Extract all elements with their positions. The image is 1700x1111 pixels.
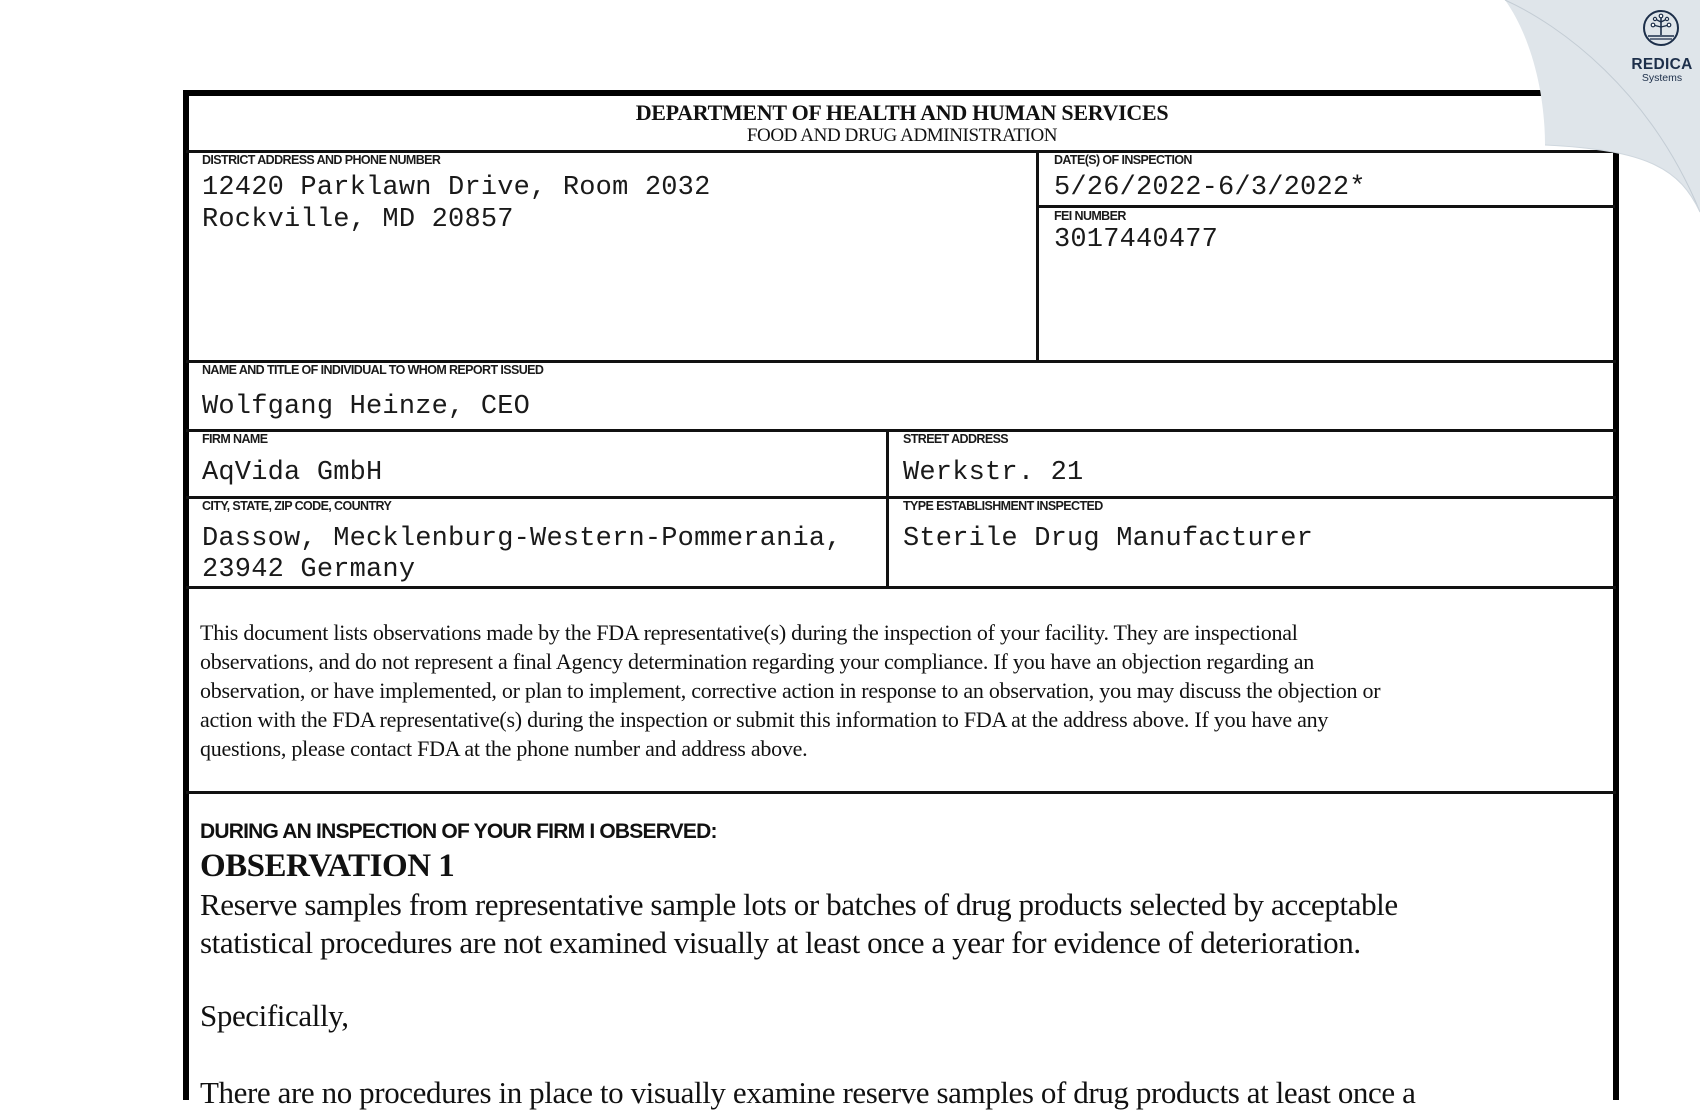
observation-summary-line: statistical procedures are not examined visually at least once a year for evidence of deterioration.: [200, 925, 1361, 960]
observation-title: OBSERVATION 1: [200, 848, 455, 884]
disclaimer-line: action with the FDA representative(s) during the inspection or submit this information to FDA at the address above. If you have any: [200, 707, 1329, 732]
firm-name-label: FIRM NAME: [202, 432, 268, 446]
tree-network-logo-icon: [1642, 9, 1680, 47]
fei-value: 3017440477: [1054, 225, 1219, 255]
establishment-type-label: TYPE ESTABLISHMENT INSPECTED: [903, 499, 1103, 513]
district-address-line1: 12420 Parklawn Drive, Room 2032: [202, 173, 711, 203]
rule-firm-bottom: [186, 496, 1616, 499]
brand-name: REDICA: [1631, 56, 1693, 73]
establishment-type-value: Sterile Drug Manufacturer: [903, 524, 1314, 554]
city-line2: 23942 Germany: [202, 555, 416, 585]
rule-recipient-bottom: [186, 429, 1616, 432]
disclaimer-line: observation, or have implemented, or plan to implement, corrective action in response to an observation, you may discuss the objection or: [200, 678, 1381, 703]
observation-detail: There are no procedures in place to visually examine reserve samples of drug products at least once a: [200, 1075, 1416, 1110]
street-address-label: STREET ADDRESS: [903, 432, 1009, 446]
city-label: CITY, STATE, ZIP CODE, COUNTRY: [202, 499, 392, 513]
observation-summary: [200, 886, 1600, 962]
street-address-value: Werkstr. 21: [903, 458, 1084, 488]
inspection-dates-value: 5/26/2022-6/3/2022*: [1054, 173, 1366, 203]
form-top-border: [183, 90, 1621, 96]
divider-district-dates: [1036, 150, 1039, 361]
district-label: DISTRICT ADDRESS AND PHONE NUMBER: [202, 153, 441, 167]
disclaimer-paragraph: [200, 618, 1600, 763]
disclaimer-line: observations, and do not represent a final Agency determination regarding your compliance. If you have an objection regarding an: [200, 649, 1315, 674]
observation-summary-line: Reserve samples from representative sample lots or batches of drug products selected by acceptable: [200, 887, 1398, 922]
recipient-value: Wolfgang Heinze, CEO: [202, 392, 531, 422]
agency-title: DEPARTMENT OF HEALTH AND HUMAN SERVICES: [635, 100, 1169, 125]
inspection-dates-label: DATE(S) OF INSPECTION: [1054, 153, 1192, 167]
fei-label: FEI NUMBER: [1054, 209, 1126, 223]
form-right-border: [1613, 90, 1619, 1100]
disclaimer-line: questions, please contact FDA at the phone number and address above.: [200, 736, 808, 761]
observations-heading: DURING AN INSPECTION OF YOUR FIRM I OBSERVED:: [200, 820, 717, 843]
disclaimer-line: This document lists observations made by the FDA representative(s) during the inspection of your facility. They are inspectional: [200, 620, 1298, 645]
recipient-label: NAME AND TITLE OF INDIVIDUAL TO WHOM REPORT ISSUED: [202, 363, 544, 377]
agency-subtitle: FOOD AND DRUG ADMINISTRATION: [746, 125, 1058, 146]
rule-disclaimer-bottom: [186, 791, 1616, 794]
observation-specifically: Specifically,: [200, 998, 349, 1033]
divider-firm-street: [886, 429, 889, 587]
brand-subtitle: Systems: [1641, 72, 1683, 84]
form-left-border: [183, 90, 189, 1100]
city-line1: Dassow, Mecklenburg-Western-Pommerania,: [202, 524, 842, 554]
firm-name-value: AqVida GmbH: [202, 458, 383, 488]
district-address-line2: Rockville, MD 20857: [202, 205, 514, 235]
rule-city-bottom: [186, 586, 1616, 589]
